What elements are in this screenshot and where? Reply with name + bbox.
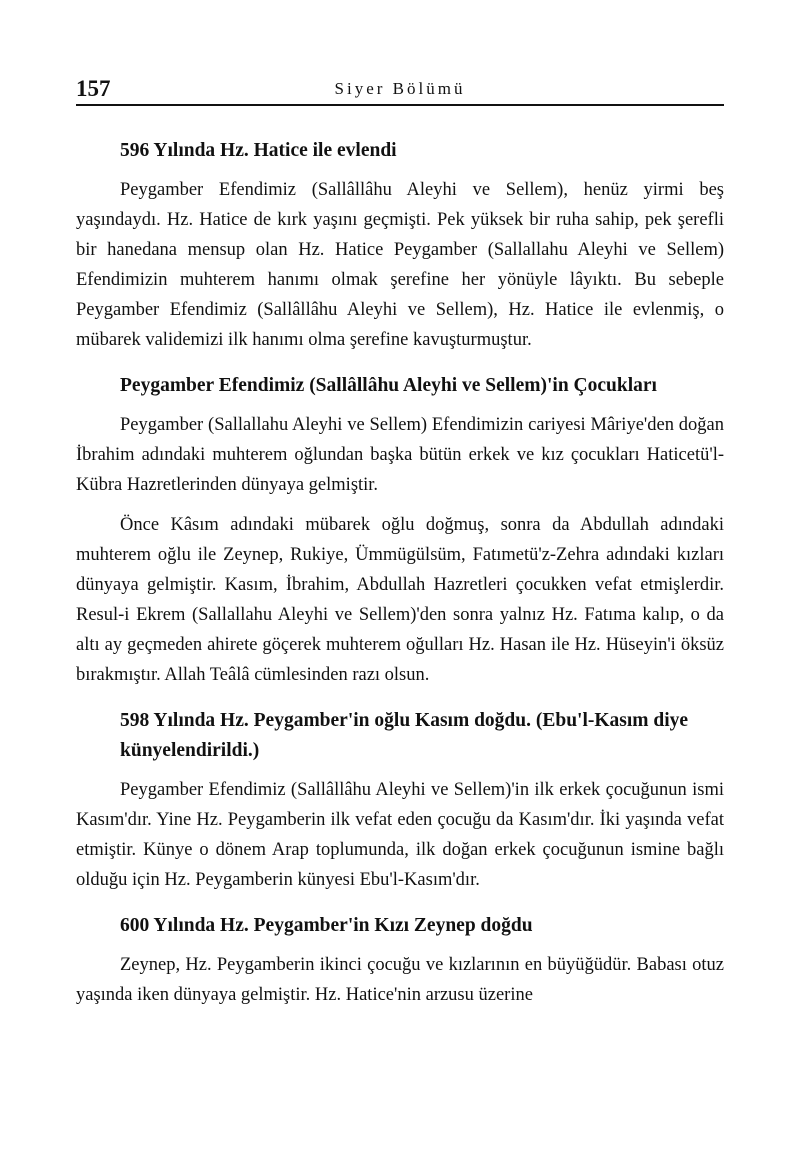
section-zeynep xyxy=(76,911,724,1010)
section-heading: 596 Yılında Hz. Hatice ile evlendi xyxy=(120,140,397,161)
section-heading: 600 Yılında Hz. Peygamber'in Kızı Zeynep doğdu xyxy=(120,915,533,936)
section-kasim xyxy=(76,706,724,895)
section-marriage xyxy=(76,136,724,355)
page-number: 157 xyxy=(76,76,111,101)
page-header xyxy=(76,76,724,106)
paragraph: Peygamber Efendimiz (Sallâllâhu Aleyhi ve Sellem)'in ilk erkek çocuğunun ismi Kasım'dır. Yine Hz. Peygamberin ilk vefat eden çocuğu da Kasım'dır. İki yaşında vefat etmiştir. Künye o dönem Arap toplumunda, ilk doğan erkek çocuğunun ismine bağlı olduğu için Hz. Peygamberin künyesi Ebu'l-Kasım'dır. xyxy=(76,780,724,890)
section-heading: 598 Yılında Hz. Peygamber'in oğlu Kasım doğdu. (Ebu'l-Kasım diye künyelendirildi.) xyxy=(120,710,689,761)
section-children xyxy=(76,371,724,690)
paragraph: Peygamber Efendimiz (Sallâllâhu Aleyhi ve Sellem), henüz yirmi beş yaşındaydı. Hz. Hatice de kırk yaşını geçmişti. Pek yüksek bir ruha sahip, pek şerefli bir hanedana mensup olan Hz. Hatice Peygamber (Sallallahu Aleyhi ve Sellem) Efendimizin muhterem hanımı olmak şerefine her yönüyle lâyıktı. Bu sebeple Peygamber Efendimiz (Sallâllâhu Aleyhi ve Sellem), Hz. Hatice ile evlenmiş, o mübarek validemizi ilk hanımı olma şerefine kavuşturmuştur. xyxy=(76,180,724,350)
running-title: Siyer Bölümü xyxy=(334,79,466,98)
section-heading: Peygamber Efendimiz (Sallâllâhu Aleyhi ve Sellem)'in Çocukları xyxy=(120,375,657,396)
paragraph: Zeynep, Hz. Peygamberin ikinci çocuğu ve kızlarının en büyüğüdür. Babası otuz yaşında iken dünyaya gelmiştir. Hz. Hatice'nin arzusu üzerine xyxy=(76,955,724,1005)
paragraph: Önce Kâsım adındaki mübarek oğlu doğmuş, sonra da Abdullah adındaki muhterem oğlu ile Zeynep, Rukiye, Ümmügülsüm, Fatımetü'z-Zehra adındaki kızları dünyaya gelmiştir. Kasım, İbrahim, Abdullah Hazretleri çocukken vefat etmişlerdir. Resul-i Ekrem (Sallallahu Aleyhi ve Sellem)'den sonra yalnız Hz. Fatıma kalıp, o da altı ay geçmeden ahirete göçerek muhterem oğulları Hz. Hasan ile Hz. Hüseyin'i öksüz bırakmıştır. Allah Teâlâ cümlesinden razı olsun. xyxy=(76,515,724,685)
page-content xyxy=(76,136,724,1026)
paragraph: Peygamber (Sallallahu Aleyhi ve Sellem) Efendimizin cariyesi Mâriye'den doğan İbrahim adındaki muhterem oğlundan başka bütün erkek ve kız çocukları Haticetü'l-Kübra Hazretlerinden dünyaya gelmiştir. xyxy=(76,415,724,495)
